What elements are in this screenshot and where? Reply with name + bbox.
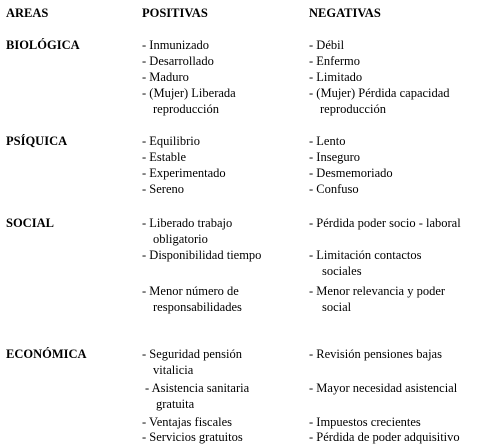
negativa-item-continuation: reproducción — [320, 102, 386, 116]
positiva-item: - Inmunizado — [142, 38, 209, 52]
negativa-item-continuation: sociales — [322, 264, 362, 278]
positiva-item: - Seguridad pensión — [142, 347, 242, 361]
positiva-item: - (Mujer) Liberada — [142, 86, 236, 100]
negativa-item: - Mayor necesidad asistencial — [309, 381, 458, 395]
positiva-item-continuation: gratuita — [156, 397, 195, 411]
negativa-item: - Impuestos crecientes — [309, 415, 421, 429]
negativa-item: - Pérdida poder socio - laboral — [309, 216, 461, 230]
positiva-item: - Maduro — [142, 70, 189, 84]
positiva-item: - Desarrollado — [142, 54, 214, 68]
area-social: SOCIAL — [6, 216, 54, 230]
positiva-item: - Sereno — [142, 182, 184, 196]
positiva-item: - Servicios gratuitos — [142, 430, 243, 444]
negativa-item: - Menor relevancia y poder — [309, 284, 446, 298]
area-economica: ECONÓMICA — [6, 347, 87, 361]
positiva-item: - Asistencia sanitaria — [145, 381, 250, 395]
header-positivas: POSITIVAS — [142, 6, 208, 20]
negativa-item: - Limitación contactos — [309, 248, 422, 262]
header-negativas: NEGATIVAS — [309, 6, 381, 20]
positiva-item: - Experimentado — [142, 166, 226, 180]
negativa-item: - Pérdida de poder adquisitivo — [309, 430, 460, 444]
negativa-item: - Confuso — [309, 182, 359, 196]
negativa-item: - Limitado — [309, 70, 363, 84]
negativa-item: - Desmemoriado — [309, 166, 393, 180]
negativa-item: - Inseguro — [309, 150, 361, 164]
area-psiquica: PSÍQUICA — [6, 134, 68, 148]
negativa-item: - Enfermo — [309, 54, 361, 68]
area-biologica: BIOLÓGICA — [6, 38, 80, 52]
positiva-item-continuation: vitalicia — [153, 363, 194, 377]
header-areas: AREAS — [6, 6, 49, 20]
negativa-item: - Revisión pensiones bajas — [309, 347, 442, 361]
positiva-item: - Estable — [142, 150, 187, 164]
positiva-item: - Ventajas fiscales — [142, 415, 233, 429]
negativa-item: - (Mujer) Pérdida capacidad — [309, 86, 450, 100]
positiva-item: - Menor número de — [142, 284, 239, 298]
positiva-item: - Equilibrio — [142, 134, 200, 148]
positiva-item: - Disponibilidad tiempo — [142, 248, 262, 262]
negativa-item-continuation: social — [322, 300, 352, 314]
positiva-item: - Liberado trabajo — [142, 216, 233, 230]
positiva-item-continuation: reproducción — [153, 102, 219, 116]
negativa-item: - Lento — [309, 134, 346, 148]
positiva-item-continuation: responsabilidades — [153, 300, 242, 314]
negativa-item: - Débil — [309, 38, 345, 52]
positiva-item-continuation: obligatorio — [153, 232, 208, 246]
